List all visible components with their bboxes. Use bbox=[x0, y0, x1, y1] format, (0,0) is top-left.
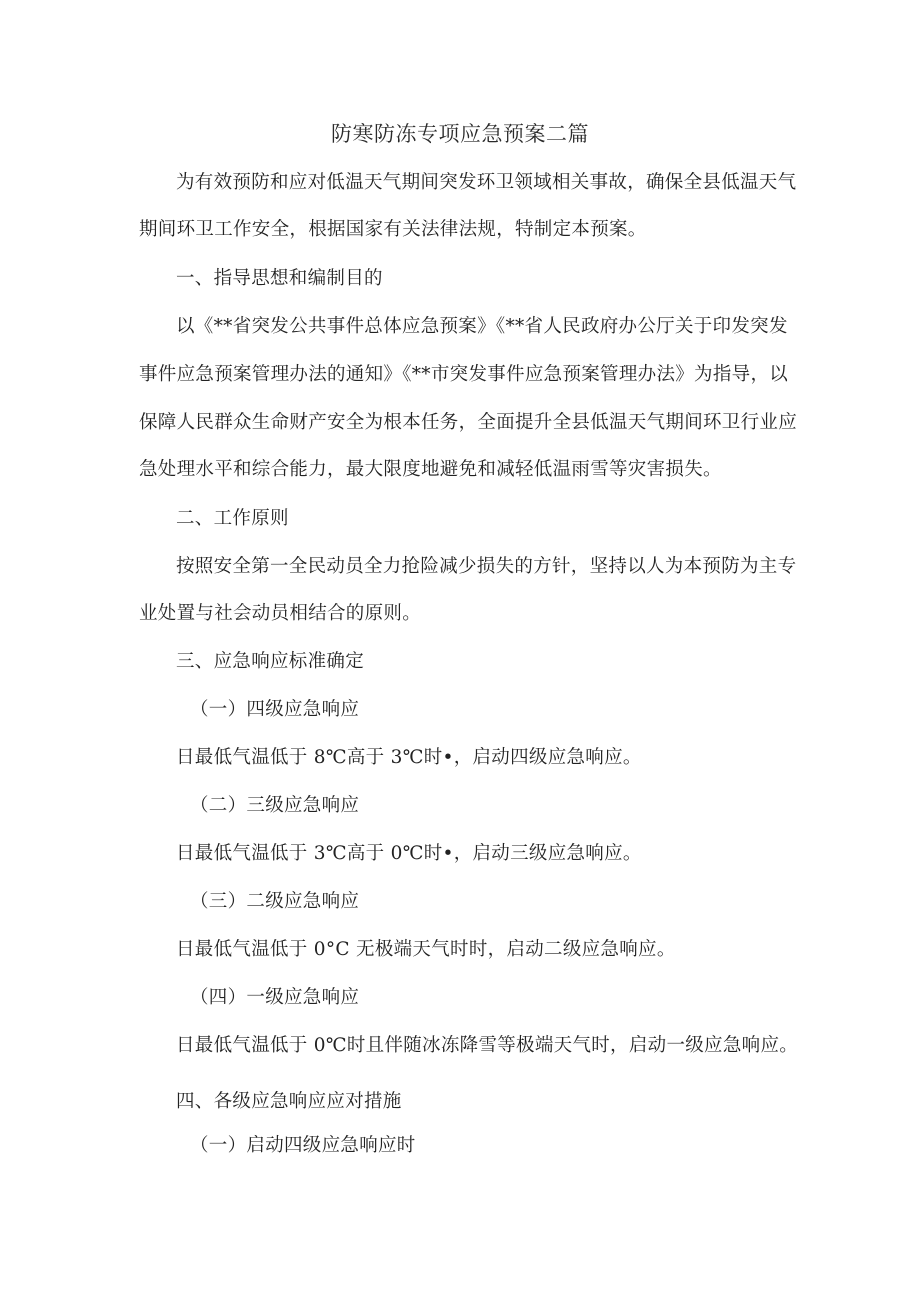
subsection-heading-2: （二）三级应急响应 bbox=[190, 795, 360, 816]
paragraph-line-10: 日最低气温低于 3℃高于 0℃时•，启动三级应急响应。 bbox=[176, 843, 642, 864]
subsection-heading-1: （一）四级应急响应 bbox=[190, 699, 360, 720]
paragraph-line-5: 保障人民群众生命财产安全为根本任务，全面提升全县低温天气期间环卫行业应 bbox=[139, 412, 798, 433]
paragraph-line-2: 期间环卫工作安全，根据国家有关法律法规，特制定本预案。 bbox=[139, 219, 647, 240]
section-heading-1: 一、指导思想和编制目的 bbox=[176, 268, 383, 289]
paragraph-line-3: 以《**省突发公共事件总体应急预案》《**省人民政府办公厅关于印发突发 bbox=[176, 316, 788, 337]
paragraph-line-6: 急处理水平和综合能力，最大限度地避免和减轻低温雨雪等灾害损失。 bbox=[139, 459, 722, 480]
paragraph-line-4: 事件应急预案管理办法的通知》《**市突发事件应急预案管理办法》为指导，以 bbox=[139, 364, 789, 385]
paragraph-line-11: 日最低气温低于 0°C 无极端天气时时，启动二级应急响应。 bbox=[176, 939, 676, 960]
section-heading-3: 三、应急响应标准确定 bbox=[176, 651, 365, 672]
paragraph-line-9: 日最低气温低于 8℃高于 3℃时•，启动四级应急响应。 bbox=[176, 747, 642, 768]
paragraph-line-8: 业处置与社会动员相结合的原则。 bbox=[139, 603, 422, 624]
paragraph-line-1: 为有效预防和应对低温天气期间突发环卫领域相关事故，确保全县低温天气 bbox=[176, 172, 797, 193]
paragraph-line-12: 日最低气温低于 0℃时且伴随冰冻降雪等极端天气时，启动一级应急响应。 bbox=[176, 1035, 799, 1056]
section-heading-2: 二、工作原则 bbox=[176, 508, 289, 529]
document-title: 防寒防冻专项应急预案二篇 bbox=[331, 122, 589, 146]
subsection-heading-4: （四）一级应急响应 bbox=[190, 987, 360, 1008]
subsection-heading-3: （三）二级应急响应 bbox=[190, 891, 360, 912]
section-heading-4: 四、各级应急响应应对措施 bbox=[176, 1091, 402, 1112]
paragraph-line-7: 按照安全第一全民动员全力抢险减少损失的方针，坚持以人为本预防为主专 bbox=[176, 556, 797, 577]
subsection-heading-5: （一）启动四级应急响应时 bbox=[190, 1135, 416, 1156]
